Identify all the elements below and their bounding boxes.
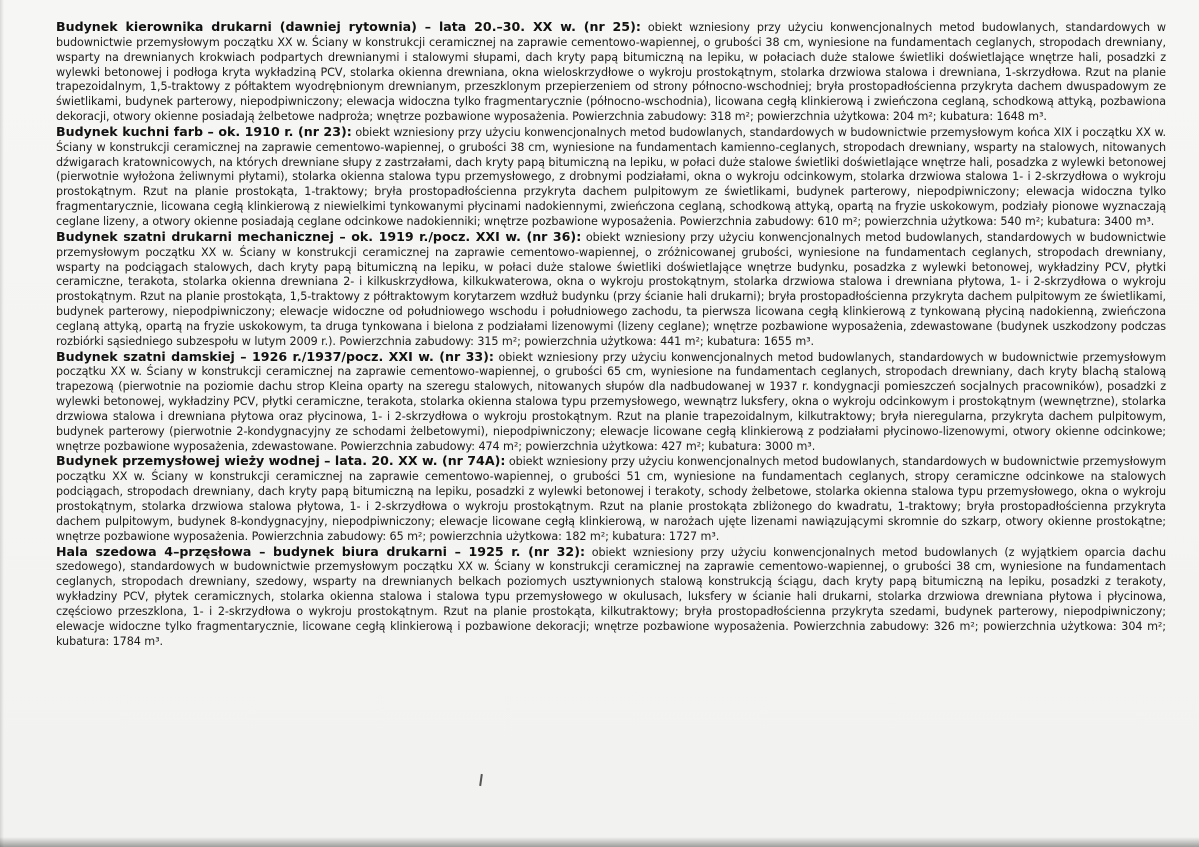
entry-title: Hala szedowa 4–przęsłowa – budynek biura drukarni – 1925 r. (nr 32):	[56, 543, 585, 559]
building-entry-25	[56, 20, 1166, 125]
building-entry-33	[56, 350, 1166, 455]
pen-mark	[479, 774, 483, 786]
entry-text: obiekt wzniesiony przy użyciu konwencjonalnych metod budowlanych, standardowych w budownictwie przemysłowym początku XX w. Ściany w konstrukcji ceramicznej na zaprawie cementowo-wapiennej, o grubości 65 cm, wyniesione na fundamentach ceglanych, stropodach drewniany, dach kryty blachą stalową trapezową (pierwotnie na poziomie dachu strop Kleina oparty na szeregu stalowych, nitowanych słupów dla nadbudowanej w 1937 r. kondygnacji pomieszczeń socjalnych pracowników), posadzki z wylewki betonowej, wykładziny PCV, płytki ceramiczne, terakota, stolarka okienna stalowa typu przemysłowego, wewnątrz luksfery, okna o wykroju odcinkowym i prostokątnym (wewnętrzne), stolarka drzwiowa stalowa i drewniana płytowa oraz płycinowa, 1- i 2-skrzydłowa o wykroju prostokątnym. Rzut na planie trapezoidalnym, kilkutraktowy; bryła nieregularna, przykryta dachem pulpitowym, budynek parterowy (pierwotnie 2-kondygnacyjny ze schodami żelbetowymi), niepodpiwniczony; elewacje licowane cegłą klinkierową z podziałami płycinowo-lizenowymi, otwory okienne odcinkowe; wnętrze pozbawione wyposażenia, zdewastowane. Powierzchnia zabudowy: 474 m²; powierzchnia użytkowa: 427 m²; kubatura: 3000 m³.	[56, 350, 1167, 453]
entry-text: obiekt wzniesiony przy użyciu konwencjonalnych metod budowlanych, standardowych w budownictwie przemysłowym początku XX w. Ściany w konstrukcji ceramicznej na zaprawie cementowo-wapiennej, o grubości 51 cm, wyniesione na fundamentach ceglanych, stropy ceramiczne odcinkowe na stalowych podciągach, stropodach drewniany, dach kryty papą bitumiczną na lepiku, posadzki z wylewki betonowej i terakoty, schody żelbetowe, stolarka okienna stalowa typu przemysłowego, okna o wykroju prostokątnym, stolarka drzwiowa stalowa płytowa, 1- i 2-skrzydłowa o wykroju prostokątnym. Rzut na planie prostokąta zbliżonego do kwadratu, 1-traktowy; bryła prostopadłościenna przykryta dachem pulpitowym, budynek 8-kondygnacyjny, niepodpiwniczony; elewacje licowane cegłą klinkierową, w narożach ujęte lizenami nawiązującymi skromnie do szkarp, otwory okienne prostokątne; wnętrze pozbawione wyposażenia. Powierzchnia zabudowy: 65 m²; powierzchnia użytkowa: 182 m²; kubatura: 1727 m³.	[56, 455, 1167, 543]
entry-title: Budynek szatni drukarni mechanicznej – ok. 1919 r./pocz. XXI w. (nr 36):	[56, 228, 582, 244]
building-entry-32	[56, 545, 1166, 650]
page-edge-shadow-left	[0, 0, 4, 847]
document-body	[56, 20, 1166, 649]
entry-text: obiekt wzniesiony przy użyciu konwencjonalnych metod budowlanych, standardowych w budownictwie przemysłowym początku XX w. Ściany w konstrukcji ceramicznej na zaprawie cementowo-wapiennej, o zróżnicowanej grubości, wyniesione na fundamentach ceglanych, stropodach drewniany, wsparty na podciągach stalowych, dach kryty papą bitumiczną na lepiku, w połaci duże stalowe świetliki doświetlające wnętrze budynku, posadzka z wylewki betonowej, wykładziny PCV, płytki ceramiczne, terakota, stolarka okienna drewniana 2- i kilkuskrzydłowa, kilkukwaterowa, okna o wykroju prostokątnym, stolarka drzwiowa stalowa i drewniana płytowa, 1- i 2-skrzydłowa o wykroju prostokątnym. Rzut na planie prostokąta, 1,5-traktowy z półtraktowym korytarzem wzdłuż budynku (przy ścianie hali drukarni); bryła prostopadłościenna przykryta dachem pulpitowym ze świetlikami, budynek parterowy, niepodpiwniczony; elewacje widoczne od południowego wschodu i południowego zachodu, ta pierwsza licowana cegłą klinkierową z tynkowaną płyciną nadokienną, zwieńczona ceglaną attyką, opartą na fryzie uskokowym, ta druga tynkowana i bielona z podziałami lizenowymi (lizeny ceglane); wnętrze pozbawione wyposażenia, zdewastowane (budynek uszkodzony podczas rozbiórki sąsiedniego subzespołu w lutym 2009 r.). Powierzchnia zabudowy: 315 m²; powierzchnia użytkowa: 441 m²; kubatura: 1655 m³.	[56, 230, 1166, 348]
entry-text: obiekt wzniesiony przy użyciu konwencjonalnych metod budowlanych, standardowych w budownictwie przemysłowym początku XX w. Ściany w konstrukcji ceramicznej na zaprawie cementowo-wapiennej, o grubości 38 cm, wyniesione na fundamentach ceglanych, stropodach drewniany, wsparty na drewnianych krokwiach podpartych drewnianymi i stalowymi słupami, dach kryty papą bitumiczną na lepiku, w połaciach duże stalowe świetliki doświetlające wnętrze hali, posadzki z wylewki betonowej i podłoga kryta wykładziną PCV, stolarka okienna drewniana, okna wieloskrzydłowe o wykroju prostokątnym, stolarka drzwiowa stalowa i drewniana, 1-skrzydłowa. Rzut na planie trapezoidalnym, 1,5-traktowy z półtaktem wyodrębnionym drewnianym, przeszklonym przepierzeniem od strony północno-wschodniej; bryła prostopadłościenna przykryta dachem dwuspadowym ze świetlikami, budynek parterowy, niepodpiwniczony; elewacja widoczna tylko fragmentarycznie (północno-wschodnia), licowana cegłą klinkierową i zwieńczona ceglaną, schodkową attyką, pozbawiona dekoracji, otwory okienne posiadają żelbetowe nadproża; wnętrze pozbawione wyposażenia. Powierzchnia zabudowy: 318 m²; powierzchnia użytkowa: 204 m²; kubatura: 1648 m³.	[56, 21, 1167, 124]
building-entry-23	[56, 125, 1166, 230]
entry-text: obiekt wzniesiony przy użyciu konwencjonalnych metod budowlanych (z wyjątkiem oparcia dachu szedowego), standardowych w budownictwie przemysłowym początku XX w. Ściany w konstrukcji ceramicznej na zaprawie cementowo-wapiennej, o grubości 38 cm, wyniesione na fundamentach ceglanych, stropodach drewniany, szedowy, wsparty na drewnianych belkach poziomych usztywnionych stalową konstrukcją ściągu, dach kryty papą bitumiczną na lepiku, posadzki z terakoty, wykładziny PCV, płytek ceramicznych, stolarka okienna stalowa i stalowa typu przemysłowego w okulusach, luksfery w ścianie hali drukarni, stolarka drzwiowa drewniana płytowa i płycinowa, częściowo przeszklona, 1- i 2-skrzydłowa o wykroju prostokątnym. Rzut na planie prostokąta, kilkutraktowy; bryła prostopadłościenna przykryta szedami, budynek parterowy, niepodpiwniczony; elewacje widoczne tylko fragmentarycznie, licowane cegłą klinkierową i pozbawione dekoracji; wnętrze pozbawione wyposażenia. Powierzchnia zabudowy: 326 m²; powierzchnia użytkowa: 304 m²; kubatura: 1784 m³.	[56, 545, 1166, 648]
entry-text: obiekt wzniesiony przy użyciu konwencjonalnych metod budowlanych, standardowych w budownictwie przemysłowym końca XIX i początku XX w. Ściany w konstrukcji ceramicznej na zaprawie cementowo-wapiennej, o grubości 38 cm, wyniesione na fundamentach kamienno-ceglanych, stropodach drewniany, wsparty na stalowych, nitowanych dźwigarach kratownicowych, na których drewniane słupy z zastrzałami, dach kryty papą bitumiczną na lepiku, w połaci duże stalowe świetliki doświetlające wnętrze hali, posadzka z wylewki betonowej (pierwotnie wyłożona żeliwnymi płytami), stolarka okienna stalowa typu przemysłowego, z drobnymi podziałami, okna o wykroju odcinkowym, stolarka drzwiowa stalowa 1- i 2-skrzydłowa o wykroju prostokątnym. Rzut na planie prostokąta, 1-traktowy; bryła prostopadłościenna przykryta dachem pulpitowym ze świetlikami, budynek parterowy, niepodpiwniczony; elewacja widoczna tylko fragmentarycznie, licowana cegłą klinkierową z niewielkimi tynkowanymi płycinami nadokiennymi, zwieńczona ceglaną, schodkową attyką, opartą na fryzie uskokowym, podziały pionowe wyznaczają ceglane lizeny, a otwory okienne posiadają ceglane odcinkowe nadokienniki; wnętrze pozbawione wyposażenia. Powierzchnia zabudowy: 610 m²; powierzchnia użytkowa: 540 m²; kubatura: 3400 m³.	[56, 125, 1166, 228]
entry-title: Budynek szatni damskiej – 1926 r./1937/pocz. XXI w. (nr 33):	[56, 348, 494, 364]
building-entry-36	[56, 230, 1166, 350]
entry-title: Budynek kierownika drukarni (dawniej rytownia) – lata 20.–30. XX w. (nr 25):	[56, 19, 641, 34]
building-entry-74a	[56, 454, 1166, 544]
entry-title: Budynek kuchni farb – ok. 1910 r. (nr 23):	[56, 123, 352, 139]
page-edge-shadow-bottom	[0, 837, 1199, 847]
entry-title: Budynek przemysłowej wieży wodnej – lata. 20. XX w. (nr 74A):	[56, 453, 506, 469]
